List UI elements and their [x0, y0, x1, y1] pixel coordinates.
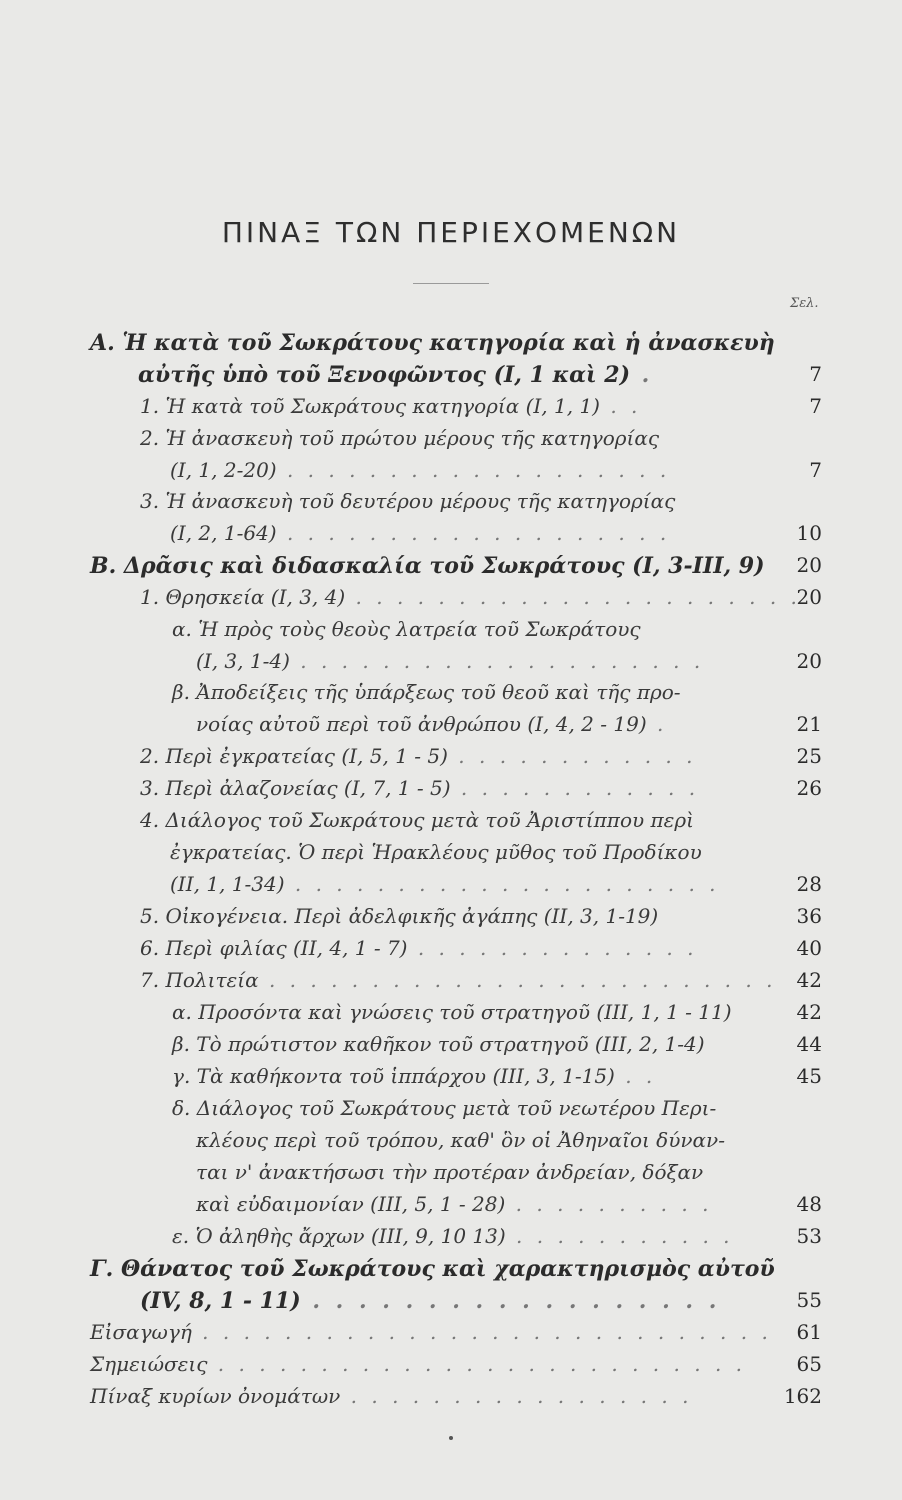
- toc-entry-text: 2. Ἡ ἀνασκευὴ τοῦ πρώτου μέρους τῆς κατηγορίας: [140, 426, 660, 450]
- toc-entry: [0, 776, 902, 806]
- toc-entry-text: 2. Περὶ ἐγκρατείας (Ι, 5, 1 - 5): [140, 744, 448, 768]
- toc-entry-text: Πίναξ κυρίων ὀνομάτων: [90, 1384, 341, 1408]
- toc-entry: [0, 744, 902, 774]
- toc-entry: [0, 808, 902, 838]
- toc-entry-leader: . . . . . . . . . . . . . . . . . . . .: [289, 649, 705, 673]
- toc-entry: [0, 680, 902, 710]
- toc-entry-text: (ΙΙ, 1, 1-34): [170, 872, 285, 896]
- toc-entry: [0, 1064, 902, 1094]
- toc-entry-page: 20: [796, 553, 822, 577]
- toc-entry-leader: . .: [614, 1064, 657, 1088]
- toc-entry-page: 21: [796, 712, 822, 736]
- toc-entry-page: 42: [796, 968, 822, 992]
- toc-entry-leader: .: [646, 712, 668, 736]
- page-column-label: Σελ.: [790, 296, 819, 311]
- toc-entry: [0, 458, 902, 488]
- toc-entry: [0, 1192, 902, 1222]
- toc-entry-leader: . . . . . . . . . . . . . . . . . . . . . . . . . .: [207, 1352, 747, 1376]
- toc-entry-text: Σημειώσεις: [90, 1352, 208, 1376]
- toc-entry: [0, 617, 902, 647]
- toc-entry-text: δ. Διάλογος τοῦ Σωκράτους μετὰ τοῦ νεωτέρου Περι-: [172, 1096, 717, 1120]
- toc-entry-page: 48: [796, 1192, 822, 1216]
- toc-entry-leader: .: [630, 362, 654, 388]
- toc-entry-text: 5. Οἰκογένεια. Περὶ ἀδελφικῆς ἀγάπης (ΙΙ, 3, 1-19): [140, 904, 659, 928]
- toc-entry-page: 65: [796, 1352, 822, 1376]
- toc-entry: [0, 362, 902, 392]
- toc-entry: [0, 1000, 902, 1030]
- toc-entry-text: Β. Δρᾶσις καὶ διδασκαλία τοῦ Σωκράτους (Ι, 3-ΙΙΙ, 9): [90, 553, 765, 579]
- toc-entry-page: 53: [796, 1224, 822, 1248]
- toc-entry: [0, 1096, 902, 1126]
- toc-entry-text: (ΙV, 8, 1 - 11): [140, 1288, 301, 1314]
- toc-entry: [0, 1256, 902, 1286]
- toc-entry: [0, 1032, 902, 1062]
- toc-entry: [0, 585, 902, 615]
- toc-entry-leader: . . . . . . . . . . . . . . . . . . . . . .: [345, 585, 801, 609]
- title-rule: [413, 283, 489, 284]
- toc-entry-leader: . . . . . . . . . . . . . . . . . .: [300, 1288, 721, 1314]
- toc-entry: [0, 1352, 902, 1382]
- toc-entry-text: β. Ἀποδείξεις τῆς ὑπάρξεως τοῦ θεοῦ καὶ τῆς προ-: [172, 680, 681, 704]
- toc-entry-page: 162: [783, 1384, 822, 1408]
- toc-entry-text: νοίας αὐτοῦ περὶ τοῦ ἀνθρώπου (Ι, 4, 2 - 19): [196, 712, 647, 736]
- toc-entry: [0, 553, 902, 583]
- toc-entry: [0, 1288, 902, 1318]
- toc-entry-page: 28: [796, 872, 822, 896]
- toc-entry-page: 7: [809, 394, 822, 418]
- toc-entry: [0, 712, 902, 742]
- toc-entry-text: καὶ εὐδαιμονίαν (ΙΙΙ, 5, 1 - 28): [196, 1192, 506, 1216]
- toc-entry-page: 7: [809, 458, 822, 482]
- toc-entry-page: 26: [796, 776, 822, 800]
- toc-entry: [0, 904, 902, 934]
- page-title: ΠΙΝΑΞ ΤΩΝ ΠΕΡΙΕΧΟΜΕΝΩΝ: [221, 216, 681, 249]
- toc-entry-text: 4. Διάλογος τοῦ Σωκράτους μετὰ τοῦ Ἀριστίππου περὶ: [140, 808, 694, 832]
- toc-entry-text: 1. Ἡ κατὰ τοῦ Σωκράτους κατηγορία (Ι, 1, 1): [140, 394, 600, 418]
- toc-entry-page: 20: [796, 649, 822, 673]
- toc-entry-text: 6. Περὶ φιλίας (ΙΙ, 4, 1 - 7): [140, 936, 408, 960]
- toc-entry-leader: . .: [599, 394, 642, 418]
- toc-entry-leader: . . . . . . . . . . . .: [450, 776, 700, 800]
- toc-entry-text: 3. Ἡ ἀνασκευὴ τοῦ δευτέρου μέρους τῆς κατηγορίας: [140, 489, 676, 513]
- toc-entry: [0, 872, 902, 902]
- toc-entry-text: ται ν' ἀνακτήσωσι τὴν προτέραν ἀνδρείαν, δόξαν: [196, 1160, 704, 1184]
- toc-entry-text: ἐγκρατείας. Ὁ περὶ Ἡρακλέους μῦθος τοῦ Προδίκου: [170, 840, 702, 864]
- toc-entry-text: κλέους περὶ τοῦ τρόπου, καθ' ὃν οἱ Ἀθηναῖοι δύναν-: [196, 1128, 725, 1152]
- toc-entry-leader: . . . . . . . . . . . . . . . . . . . . . . . . . . . .: [191, 1320, 772, 1344]
- toc-entry-text: γ. Τὰ καθήκοντα τοῦ ἱππάρχου (ΙΙΙ, 3, 1-15): [172, 1064, 615, 1088]
- toc-entry-leader: . . . . . . . . . . . . . .: [407, 936, 698, 960]
- toc-entry: [0, 1160, 902, 1190]
- toc-entry-text: Εἰσαγωγή: [90, 1320, 192, 1344]
- toc-entry-page: 42: [796, 1000, 822, 1024]
- toc-entry: [0, 1320, 902, 1350]
- toc-entry-text: α. Προσόντα καὶ γνώσεις τοῦ στρατηγοῦ (ΙΙΙ, 1, 1 - 11): [172, 1000, 732, 1024]
- toc-entry-page: 44: [796, 1032, 822, 1056]
- toc-entry: [0, 394, 902, 424]
- toc-entry-text: αὐτῆς ὑπὸ τοῦ Ξενοφῶντος (Ι, 1 καὶ 2): [138, 362, 631, 388]
- toc-entry: [0, 521, 902, 551]
- toc-entry-text: ε. Ὁ ἀληθὴς ἄρχων (ΙΙΙ, 9, 10 13): [172, 1224, 506, 1248]
- toc-entry-leader: . . . . . . . . . .: [505, 1192, 713, 1216]
- toc-entry-text: α. Ἡ πρὸς τοὺς θεοὺς λατρεία τοῦ Σωκράτους: [172, 617, 641, 641]
- toc-entry-page: 55: [796, 1288, 822, 1312]
- toc-entry-leader: . . . . . . . . . . . . . . . . . . . . .: [284, 872, 720, 896]
- end-ornament-dot: [449, 1436, 453, 1440]
- toc-entry-leader: . . . . . . . . . . . . . . . . . . .: [276, 521, 671, 545]
- toc-entry: [0, 968, 902, 998]
- toc-entry-page: 61: [796, 1320, 822, 1344]
- toc-entry-text: Γ. Θάνατος τοῦ Σωκράτους καὶ χαρακτηρισμὸς αὐτοῦ: [90, 1256, 775, 1282]
- toc-entry: [0, 489, 902, 519]
- toc-entry-text: 1. Θρησκεία (Ι, 3, 4): [140, 585, 346, 609]
- toc-entry-page: 7: [809, 362, 822, 386]
- toc-entry: [0, 649, 902, 679]
- toc-entry-page: 36: [796, 904, 822, 928]
- toc-entry-leader: . . . . . . . . . . . . . . . . .: [340, 1384, 693, 1408]
- toc-entry-leader: . . . . . . . . . . . . . . . . . . .: [276, 458, 671, 482]
- toc-entry-leader: . . . . . . . . . . . . . . . . . . . . . . . . .: [258, 968, 777, 992]
- toc-entry: [0, 936, 902, 966]
- toc-entry: [0, 1224, 902, 1254]
- toc-entry-page: 25: [796, 744, 822, 768]
- toc-entry: [0, 330, 902, 360]
- toc-entry-text: Α. Ἡ κατὰ τοῦ Σωκράτους κατηγορία καὶ ἡ ἀνασκευὴ: [90, 330, 775, 356]
- toc-entry-text: (Ι, 1, 2-20): [170, 458, 277, 482]
- toc-entry-text: 7. Πολιτεία: [140, 968, 259, 992]
- toc-entry-leader: . . . . . . . . . . .: [505, 1224, 734, 1248]
- toc-entry-page: 20: [796, 585, 822, 609]
- toc-entry-text: β. Τὸ πρώτιστον καθῆκον τοῦ στρατηγοῦ (ΙΙΙ, 2, 1-4): [172, 1032, 705, 1056]
- toc-entry-text: (Ι, 3, 1-4): [196, 649, 290, 673]
- toc-entry-page: 40: [796, 936, 822, 960]
- toc-entry: [0, 1384, 902, 1414]
- toc-entry-leader: . . . . . . . . . . . .: [447, 744, 697, 768]
- toc-entry: [0, 1128, 902, 1158]
- toc-entry-page: 10: [796, 521, 822, 545]
- toc-entry: [0, 426, 902, 456]
- toc-entry-page: 45: [796, 1064, 822, 1088]
- toc-entry-text: 3. Περὶ ἀλαζονείας (Ι, 7, 1 - 5): [140, 776, 451, 800]
- toc-entry-text: (Ι, 2, 1-64): [170, 521, 277, 545]
- toc-entry: [0, 840, 902, 870]
